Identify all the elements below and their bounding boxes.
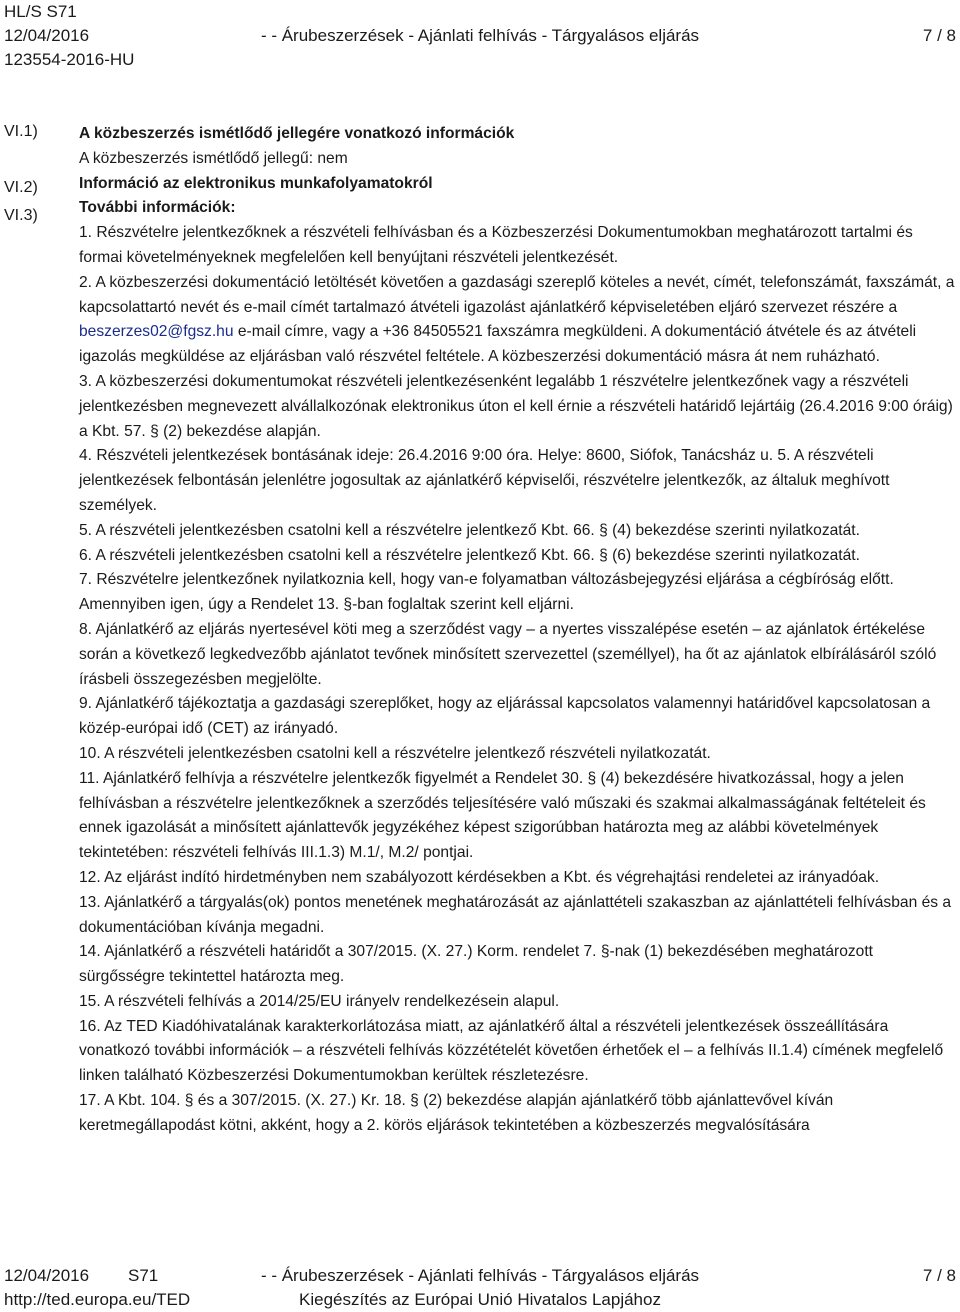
- info-paragraph-1: 1. Részvételre jelentkezőknek a részvételi felhívásban és a Közbeszerzési Dokumentumokban meghatározott tartalmi és formai követelményeknek megfelelően kell benyújtani részvételi jelentkezését.: [79, 224, 913, 266]
- info-paragraph-17: 17. A Kbt. 104. § és a 307/2015. (X. 27.) Kr. 18. § (2) bekezdése alapján ajánlatkérő több ajánlattevővel kíván keretmegállapodást kötni, akként, hogy a 2. körös eljárások tekintetében a közbeszerzés megvalósítására: [79, 1092, 834, 1134]
- info-paragraph-5: 5. A részvételi jelentkezésben csatolni kell a részvételre jelentkező Kbt. 66. § (4) bekezdése szerinti nyilatkozatát.: [79, 521, 860, 539]
- info-paragraph-15: 15. A részvételi felhívás a 2014/25/EU irányelv rendelkezésein alapul.: [79, 992, 560, 1010]
- section-number-vi1: VI.1): [4, 123, 38, 140]
- section-heading-vi1: A közbeszerzés ismétlődő jellegére vonatkozó információk: [79, 125, 515, 142]
- info-paragraph-2: [79, 271, 957, 370]
- info-paragraph-16: 16. Az TED Kiadóhivatalának karakterkorlátozása miatt, az ajánlatkérő által a részvételi jelentkezések összeállítására vonatkozó további információk – a részvételi felhívás közzétételét követően érhetőek el – a felhívás II.1.4) címének megfelelő linken található Közbeszerzési Dokumentumokban kerültek részletezésre.: [79, 1017, 944, 1085]
- info-paragraph-14: 14. Ajánlatkérő a részvételi határidőt a 307/2015. (X. 27.) Korm. rendelet 7. §-nak (1) bekezdésében meghatározott sürgősségre tekintettel határozta meg.: [79, 943, 874, 986]
- footer-page-number: 7 / 8: [922, 1266, 956, 1285]
- info-paragraph-7: 7. Részvételre jelentkezőnek nyilatkoznia kell, hogy van-e folyamatban változásbejegyzési eljárása a cégbíróság előtt. Amennyiben igen, úgy a Rendelet 13. §-ban foglaltak szerint kell eljárni.: [79, 571, 894, 614]
- page-footer: [4, 1264, 956, 1312]
- section-number-vi2: VI.2): [4, 179, 38, 196]
- info-paragraph-10: 10. A részvételi jelentkezésben csatolni kell a részvételre jelentkező részvételi nyilatkozatát.: [79, 744, 711, 762]
- section-heading-vi3: További információk:: [79, 199, 236, 217]
- header-series: HL/S S71: [4, 2, 77, 21]
- info-paragraph-6: 6. A részvételi jelentkezésben csatolni kell a részvételre jelentkező Kbt. 66. § (6) bekezdése szerinti nyilatkozatát.: [79, 546, 860, 564]
- header-date: 12/04/2016: [4, 26, 90, 45]
- info-paragraph-2-end: e-mail címre, vagy a +36 84505521 faxszámra megküldeni. A dokumentáció átvétele és az átvételi igazolás megküldése az eljárásban való részvétel feltétele. A közbeszerzési dokumentáció másra át nem ruházható.: [79, 323, 917, 366]
- info-paragraph-8: 8. Ajánlatkérő az eljárás nyertesével köti meg a szerződést vagy – a nyertes visszalépése esetén – az ajánlatok értékelése során a következő legkedvezőbb ajánlatot tevőnek minősített szervezettel (személlyel), ha őt az ajánlatok elbírálásáról szóló írásbeli összegezésben megjelölte.: [79, 620, 937, 688]
- info-paragraph-2-start: 2. A közbeszerzési dokumentáció letöltését követően a gazdasági szereplő köteles a nevét, címét, telefonszámát, faxszámát, a kapcsolattartó nevét és e-mail címét tartalmazó átvételi igazolást ajánlatkérő képviseletében eljáró szervezet részére a: [79, 273, 955, 316]
- info-paragraph-4: 4. Részvételi jelentkezések bontásának ideje: 26.4.2016 9:00 óra. Helye: 8600, Siófok, Tanácsház u. 5. A részvételi jelentkezések felbontásán jelenlétre jogosultak az ajánlatkérő képviselői, részvételre jelentkezők, az általuk meghívott személyek.: [79, 447, 890, 514]
- footer-publisher: Kiegészítés az Európai Unió Hivatalos Lapjához: [299, 1290, 661, 1309]
- section-heading-vi2: Információ az elektronikus munkafolyamatokról: [79, 174, 433, 192]
- footer-url-link[interactable]: http://ted.europa.eu/TED: [4, 1290, 191, 1309]
- info-paragraph-9: 9. Ajánlatkérő tájékoztatja a gazdasági szereplőket, hogy az eljárással kapcsolatos valamennyi határidővel kapcsolatosan a közép-európai idő (CET) az irányadó.: [79, 695, 931, 738]
- page-header: [4, 0, 956, 72]
- info-paragraph-12: 12. Az eljárást indító hirdetményben nem szabályozott kérdésekben a Kbt. és végrehajtási rendeletei az irányadóak.: [79, 868, 880, 886]
- header-reference: 123554-2016-HU: [4, 50, 135, 69]
- document-body: [79, 122, 957, 1139]
- header-page-number: 7 / 8: [922, 26, 956, 45]
- footer-date: 12/04/2016: [4, 1266, 90, 1285]
- section-text-vi1: A közbeszerzés ismétlődő jellegű: nem: [79, 149, 348, 167]
- email-link[interactable]: beszerzes02@fgsz.hu: [79, 323, 234, 341]
- info-paragraph-13: 13. Ajánlatkérő a tárgyalás(ok) pontos menetének meghatározását az ajánlattételi szakaszban az ajánlattételi felhívásban és a dokumentációban kívánja megadni.: [79, 893, 952, 936]
- section-number-vi3: VI.3): [4, 207, 38, 224]
- info-paragraph-3: 3. A közbeszerzési dokumentumokat részvételi jelentkezésenként legalább 1 részvételre jelentkezőnek vagy a részvételi jelentkezésben megnevezett alvállalkozónak elektronikus úton el kell érnie a részvételi határidő lejártáig (26.4.2016 9:00 óráig) a Kbt. 57. § (2) bekezdése alapján.: [79, 372, 953, 440]
- info-paragraph-11: 11. Ajánlatkérő felhívja a részvételre jelentkezők figyelmét a Rendelet 30. § (4) bekezdésére hivatkozással, hogy a jelen felhívásban a részvételre jelentkezőknek a szerződés teljesítésére való műszaki és szakmai alkalmasságának feltételeit és ennek igazolását a minősített ajánlattevők jegyzékéhez képest szigorúbban határozta meg az alábbi követelmények tekintetében: részvételi felhívás III.1.3) M.1/, M.2/ pontjai.: [79, 769, 926, 862]
- header-title: - - Árubeszerzések - Ajánlati felhívás - Tárgyalásos eljárás: [260, 26, 700, 45]
- footer-title: - - Árubeszerzések - Ajánlati felhívás - Tárgyalásos eljárás: [260, 1266, 700, 1285]
- footer-series: S71: [128, 1266, 159, 1285]
